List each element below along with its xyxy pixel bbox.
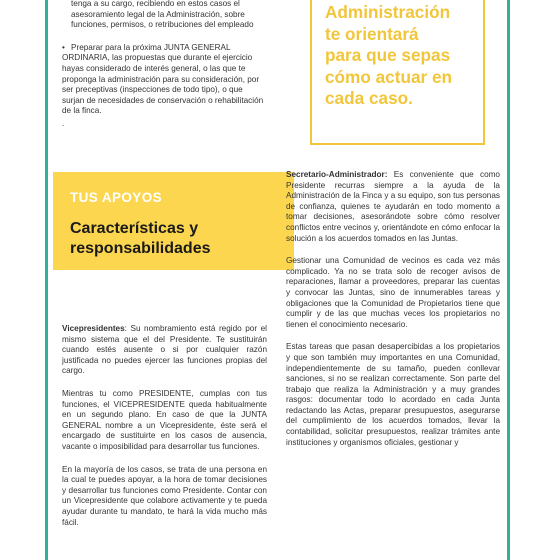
paragraph: En la mayoría de los casos, se trata de una persona en la cual te puedes apoyar, a la hora de tomar decisiones y desarrollar tus funciones como Presidente. Contar con un Vicepresidente que colabore activamente y te pueda ayudar durante tu mandato, te hará la vida mucho más fácil.: [62, 464, 267, 527]
right-section: [286, 170, 500, 458]
left-top-section: [62, 0, 267, 140]
secretary-label: Secretario-Administrador:: [286, 170, 388, 179]
paragraph: Mientras tu como PRESIDENTE, cumplas con tus funciones, el VICEPRESIDENTE queda habitualmente en un segundo plano. En caso de que la JUNTA GENERAL nombre a un Vicepresidente, éste será el encargado de sustituirte en los casos de ausencia, vacante o imposibilidad para desarrollar tus funciones.: [62, 388, 267, 451]
banner-kicker: TUS APOYOS: [70, 190, 163, 205]
bullet-icon: •: [62, 42, 65, 52]
vice-paragraph: [62, 324, 267, 377]
vice-text: : Su nombramiento está regido por el mismo sistema que el del Presidente. Te sustituirán cuando estés ausente o si por cualquier razón justificada no puedes ejercer las funciones propias del cargo.: [62, 324, 267, 376]
secretary-paragraph: [286, 170, 500, 244]
callout-line: cada caso.: [325, 88, 413, 109]
paragraph-text: Preparar para la próxima JUNTA GENERAL ORDINARIA, las propuestas que durante el ejercicio hayas considerado de interés general, o las que te proponga la administración para su consideración, por ser preceptivas (inspecciones de todo tipo), o que surjan de necesidades de conservación o rehabilitación de la finca.: [62, 42, 264, 116]
callout-line: Administración: [325, 2, 451, 22]
paragraph: Gestionar una Comunidad de vecinos es cada vez más complicado. Ya no se trata solo de recoger avisos de reparaciones, llamar a proveedores, preparar las cuentas y convocar las Juntas, sino de innumerables tareas y obligaciones que la Comunidad de Propietarios tiene que cumplir y de las que muchas veces los propietarios no tienen el conocimiento necesario.: [286, 256, 500, 329]
callout-line: te orientará: [325, 23, 419, 44]
left-bottom-section: [62, 324, 267, 538]
bullet-paragraph: [62, 43, 267, 117]
secretary-text: Es conveniente que como Presidente recurras siempre a la ayuda de la Administración de la Finca y a su equipo, son tus personas de confianza, quienes te ayudarán en todo momento a tomar decisiones, asesorándote sobre cómo resolver conflictos entre vecinos y, orientándote en cómo enfocar la solución a los acuerdos tomados en las Juntas.: [286, 170, 500, 243]
banner-title-line: responsabilidades: [70, 240, 211, 257]
banner-title-line: Características y: [70, 220, 199, 237]
paragraph: Estas tareas que pasan desapercibidas a los propietarios y que son también muy importantes en una Comunidad, independientemente de su tamaño, pueden conllevar sanciones, si no se realizan correctamente. Son parte del trabajo que realiza la Administración y a muy grandes rasgos: documentar todo lo acordado en cada Junta redactando las Actas, preparar presupuestos, asegurarse del cumplimiento de los acuerdos tomados, llevar la contabilidad, solicitar presupuestos, realizar trámites ante instituciones y organismos oficiales, gestionar y: [286, 342, 500, 447]
callout-line: cómo actuar en: [325, 66, 453, 87]
paragraph: tenga a su cargo, recibiendo en estos casos el asesoramiento legal de la Administración, sobre funciones, permisos, o retribuciones del empleado: [71, 0, 254, 30]
callout-line: para que sepas: [325, 45, 451, 66]
callout-box: [310, 0, 485, 145]
trailing-mark: .: [62, 118, 65, 128]
banner-title: [70, 219, 290, 259]
vice-label: Vicepresidentes: [62, 324, 125, 333]
